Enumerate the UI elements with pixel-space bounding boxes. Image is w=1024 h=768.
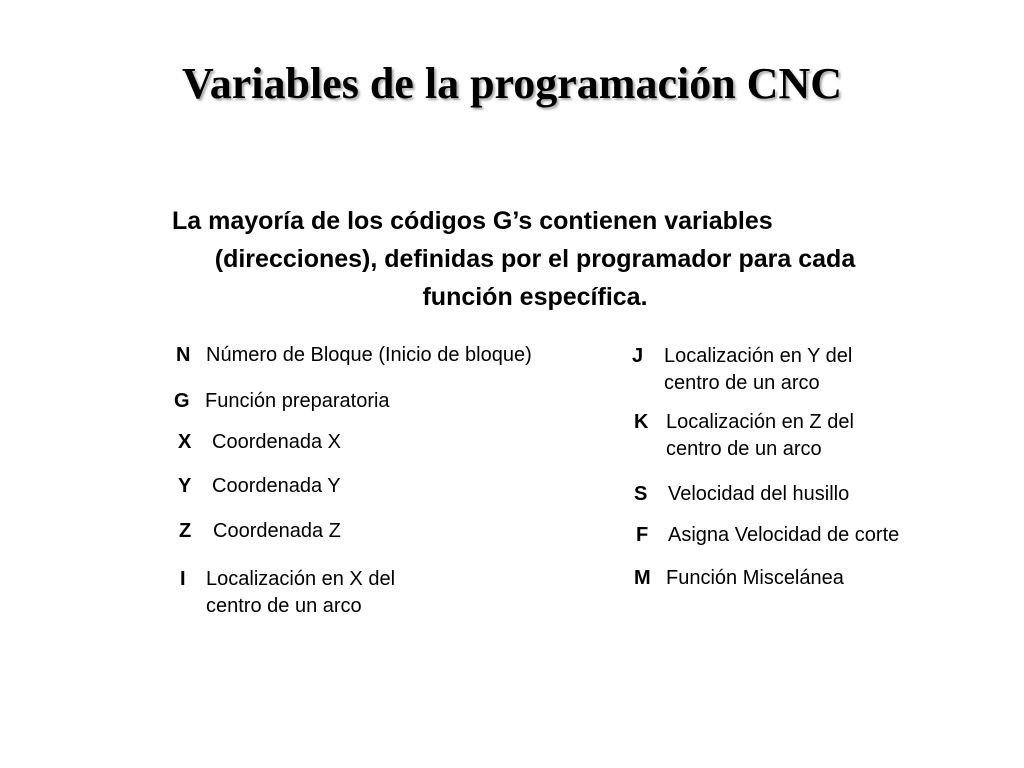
slide-title: Variables de la programación CNC (182, 59, 842, 108)
intro-line-2: (direcciones), definidas por el programador para cada (214, 245, 856, 273)
variable-description-continued: centro de un arco (666, 438, 822, 460)
variable-description-continued: centro de un arco (664, 372, 820, 394)
variable-description-continued: centro de un arco (206, 595, 362, 617)
variable-item-m (634, 565, 844, 592)
variable-description: Función Miscelánea (666, 567, 844, 589)
variable-item-i (180, 566, 395, 620)
variable-code: M (634, 567, 651, 589)
variable-description: Coordenada Y (212, 475, 341, 497)
variable-item-f (636, 522, 899, 549)
intro-paragraph (150, 202, 920, 316)
variable-code: N (176, 344, 191, 366)
variable-item-s (634, 481, 849, 508)
variable-item-j (632, 343, 852, 397)
variable-code: X (178, 431, 192, 453)
variable-description: Localización en X del (206, 568, 396, 590)
variable-description: Localización en Z del (666, 411, 854, 433)
variable-code: F (636, 524, 649, 546)
variable-code: K (634, 411, 649, 433)
variable-item-x (178, 429, 341, 456)
variable-description: Coordenada Z (213, 520, 341, 542)
variable-item-y (178, 473, 341, 500)
variable-item-k (634, 409, 854, 463)
variable-description: Localización en Y del (664, 345, 853, 367)
variable-code: G (174, 390, 190, 412)
variable-description: Coordenada X (212, 431, 341, 453)
variable-code: Z (179, 520, 192, 542)
variable-code: J (632, 345, 644, 367)
variable-description: Función preparatoria (205, 390, 390, 412)
variable-item-z (179, 518, 341, 545)
intro-line-3: función específica. (422, 283, 648, 311)
variable-code: Y (178, 475, 192, 497)
variable-item-g (174, 388, 390, 415)
variable-description: Número de Bloque (Inicio de bloque) (206, 344, 532, 366)
intro-line-1: La mayoría de los códigos G’s contienen variables (172, 207, 773, 235)
variable-description: Asigna Velocidad de corte (668, 524, 900, 546)
variable-item-n (176, 342, 532, 369)
variable-code: I (180, 568, 186, 590)
variable-code: S (634, 483, 648, 505)
variable-description: Velocidad del husillo (668, 483, 850, 505)
